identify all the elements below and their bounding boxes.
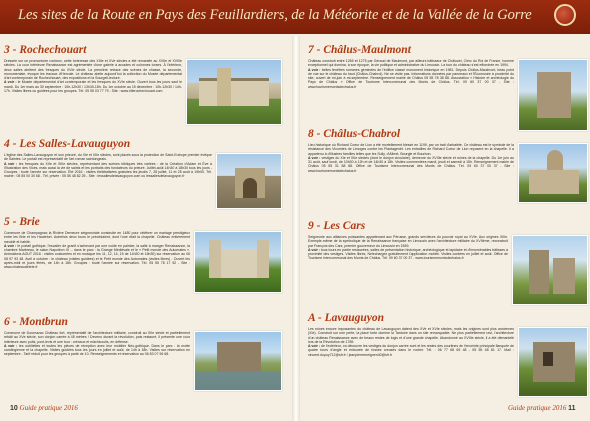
section-les-cars (308, 220, 590, 305)
section-brie (4, 216, 286, 293)
wax-seal-icon (554, 4, 576, 26)
left-page (4, 40, 286, 402)
section-title: 6 - Montbrun (4, 316, 68, 328)
section-text: Commune de Champagnac la Rivière Demeure seigneuriale construite en 1480 pour célébrer un mariage prestigieux entre les Brie et les Hautefort. Autrefois deux tours le précédaient, dont l'une était la chapelle. Château entièrement meublé et habité. A voir : le portail gothique, l'escalier de granit s'achevant par une voûte en palmier, la salle à manger Renaissance, la chambre Marbreau, le salon Napoléon III ... dans le parc : la Grange Médiévale et le « Petit monde des Automates ». Animations AOUT 2016 : visites costumées et en musique les 11, 12, 14, 15 de 14h30 et 16h30) sur réservation au 06 08 97 93 48. Avril à octobre : le château (visites guidées) et le Petit monde des Automates (visites libres) - Ouvert les après-midi et jours fériés, de 14h à 18h. Groupes : toute l'année sur réservation. Tél. 05 55 78 17 52 - Site : www.chateaudebrie.fr (4, 231, 190, 270)
photo-chateau-chalus-chabrol (518, 143, 588, 203)
section-title: 7 - Châlus-Maulmont (308, 44, 411, 56)
photo-eglise-salles-lavauguyon (216, 153, 282, 209)
section-text: Commune de Dournazac Château fort, représentatif de l'architecture militaire, construit au XIIe siècle et partiellement rebâti au XVe siècle, son donjon carrée à 45 mètres ! Devenu durant la révolution, pais restauré, il présente une cour intérieure avec puits, pont-levis et une tour : crénaux et mâchicoulis, en défense. A voir : les oubliettes et toutes les pièces de réception avec leur mobilier Néo-gothique. Dans le parc : la motte carolingienne et la chapelle. Visites guidées tous les jours en juillet et août, de 14h à 18h. Visites sur réservation en septembre - Tarif réduit pour les groupes à partir de 10. Renseignements et réservation au 06 83 07 96 68. (4, 331, 190, 357)
section-title: A - Lavauguyon (308, 312, 385, 324)
header-banner (0, 0, 590, 34)
section-text: Dressée sur un promontoire rocheux, cette forteresse des XIIIe et XVe siècles a été remaniée au XVIIe et XVIIIe siècles. La cour intérieure Renaissance est agrémentée d'une galerie à arcades et colonnes torses. À l'intérieur, deux salles abritent des fresques du XVIe siècle. La première retrace des scènes de chasse, la seconde, monumentale, évoque les travaux d'Hercule. Le château abrite aujourd'hui la collection du Musée départemental d'art contemporain de Rochechouart, des expositions et la Sourgeil-lecture. A voir : le Musée départemental d'art contemporain et les fresques du XVIe siècle. Ouvert tous les jours sauf le mardi. Du 1er mars au 30 septembre : 10h-12h30 / 13h30-18h. Du 1er octobre au 15 décembre : 10h-12h30 / 14h-17h. Visites libres ou guidées pour les groupes. Tél. 05 55 03 77 79 - Site : www.rillerochechouart.com (4, 59, 182, 94)
section-montbrun (4, 316, 286, 391)
section-title: 5 - Brie (4, 216, 40, 228)
photo-chateau-brie (194, 231, 282, 293)
section-chalus-maulmont (308, 44, 590, 131)
section-title: 4 - Les Salles-Lavauguyon (4, 138, 131, 150)
section-title: 9 - Les Cars (308, 220, 366, 232)
photo-chateau-montbrun (194, 331, 282, 391)
section-text: Les ruines encore imposantes du château de Lavauguyon datent des XVe et XVIe siècles, mais les origines sont plus anciennes (XIe). Construit sur une perte, la place forte domine la Tardoire dans un site remarquable. Ne plus partiellement ravi, l'architecture d'un château Renaissance avec de beaux restes de logis et d'une grande chapelle. Abandonné au XVIIIe siècle, il a été démantelé lors de la Révolution de 1789. A voir : de l'extérieur, on découvre les vestiges du donjon carrée sont et les restes des courtines de l'enceinte principale flanquée de quatre tours d'angle et entourée de fossés creusés dans le rocher. Tél. : 06 77 68 65 48 - 05 55 48 81 17. Mail : vincent.dupuy712@sfr.fr / jeanpierremeignen40@sfr.fr (308, 327, 514, 357)
section-lavauguyon (308, 312, 590, 397)
footer-label-left: Guide pratique 2016 (19, 404, 78, 412)
section-chalus-chabrol (308, 128, 590, 203)
section-text: L'église des Salles-Lavauguyon et son prieuré, du XIe et XIIe siècles, sont placés sous la protection de Saint-Eutrope premier évêque de Saintes. Le portail est représentatif de l'art roman saintongeais. A voir : les fresques du XIIe et XIIIe siècles, représentant des scènes bibliques très variées : de la Création d'Adam et Ève à l'illustration des Vices, mais aussi la vie de saints et les portraits des fondateurs du prieuré. Juillet-août 14h30 à 18h30 tous les jours - Groupes : toute l'année sur réservation. Été 2016 : visites théâtralisées gratuites les jeudis 7, 28 juillet, 11 et 25 août à 19h00. Tél. mairie : 05 55 00 30 68 - Tél. privée : 05 55 48 82 25 - Site : lessallesdelavauguyon.com ou lessallesdelavauguyon.fr (4, 153, 213, 179)
section-title: 8 - Châlus-Chabrol (308, 128, 401, 140)
photo-chateau-rochechouart (186, 59, 282, 125)
section-text: Château construit entre 1265 et 1275 par Géraud de Maulmont, par ailleurs bâtisseur de Châlucet, Clerc du Roi de France, homme exceptionnel qui domina, à son époque, la vie politique et administrative du Limousin. La tour du château s'est effondrée en 1994. A voir : belles fenêtres romanes géminées de l'édifice classé monument historique en 1981. Depuis Châlus-Maulmont, beau point de vue sur le château du haut (Châlus-Chabrol). Ne se visite pas. Informations données par panneaux et l'Écomusée à proximité du site, ouvert de mi-juin à mi-septembre. Renseignement mairie de Châlus 05 55 78 38 88. Association « Histoire et archéologie du Pays de Châlus » Office de Tourisme Intercommunal des Monts de Châlus. Tél. 09 60 37 00 37 - Site : www.tourismemontsdechalus.fr (308, 59, 515, 89)
section-text: Seigneurie aux alliances puissantes appartenant aux Pérusse, grands serviteurs du pouvoir royal au XVIe. Aux origines XIIIe. Exemple-même de la symbolique de la Renaissance française en Limousin avec l'architecture militaire du XVIIème, reconstruit par François des Cars, premier gouverneur du Limousin en 1559. A voir : tous tours en partie restaurées, salles de présentation historique, archéologique et lapidaire et d'innombrables bâtisses à proximité des vestiges. Visites libres, Nelechargez gratuitement l'application mobile. Visites contées en juillet et août. Office de Tourisme Intercommunal des Monts de Châlus. Tél. 09 60 37 00 37 - www.tourismemontsdechalus.fr (308, 235, 508, 261)
section-salles-lavauguyon (4, 138, 286, 209)
page-number-right: 11 (568, 405, 576, 412)
section-text: Lieu historique où Richard Coeur de Lion a été mortellement blessé en 1199, par un trait d'arbalète. Ce château est le symbole de la résistance des Vicomtes de Limoges contre les Plantagenêt. Les entrailles de Richard Coeur de Lion reposent en la chapelle. Il a appartenu à d'illustres familles telles que les Sully, d'Albret, Bourgie et Bourbon. A voir : vestiges du XIe et XIIe siècles (dont le donjon circulaire), demeure du XVIIIe siècle et ruines de la chapelle. Du 1er juin au 31 août, sauf lundi, de 10h30 à 12h et de 14h30 à 18h. Visites commentées mardi, jeudi et samedi à 15h. Renseignement mairie de Châlus 05 55 31 88 88. Office de Tourisme Intercommunal des Monts de Châlus. Tél. 09 60 37 00 37 - Site : www.tourismemontsdechalus.fr (308, 143, 515, 173)
right-page (308, 40, 590, 402)
page-gutter (292, 36, 300, 421)
footer-left (10, 404, 78, 412)
page-title: Les sites de la Route en Pays des Feuillardiers, de la Météorite et de la Vallée de la Gorre (18, 7, 532, 23)
page-number-left: 10 (10, 405, 18, 412)
photo-chateau-les-cars (512, 235, 588, 305)
footer-label-right: Guide pratique 2016 (508, 404, 567, 412)
section-rochechouart (4, 44, 286, 125)
photo-chateau-lavauguyon (518, 327, 588, 397)
footer-right (508, 404, 575, 412)
section-title: 3 - Rochechouart (4, 44, 87, 56)
photo-chateau-chalus-maulmont (518, 59, 588, 131)
